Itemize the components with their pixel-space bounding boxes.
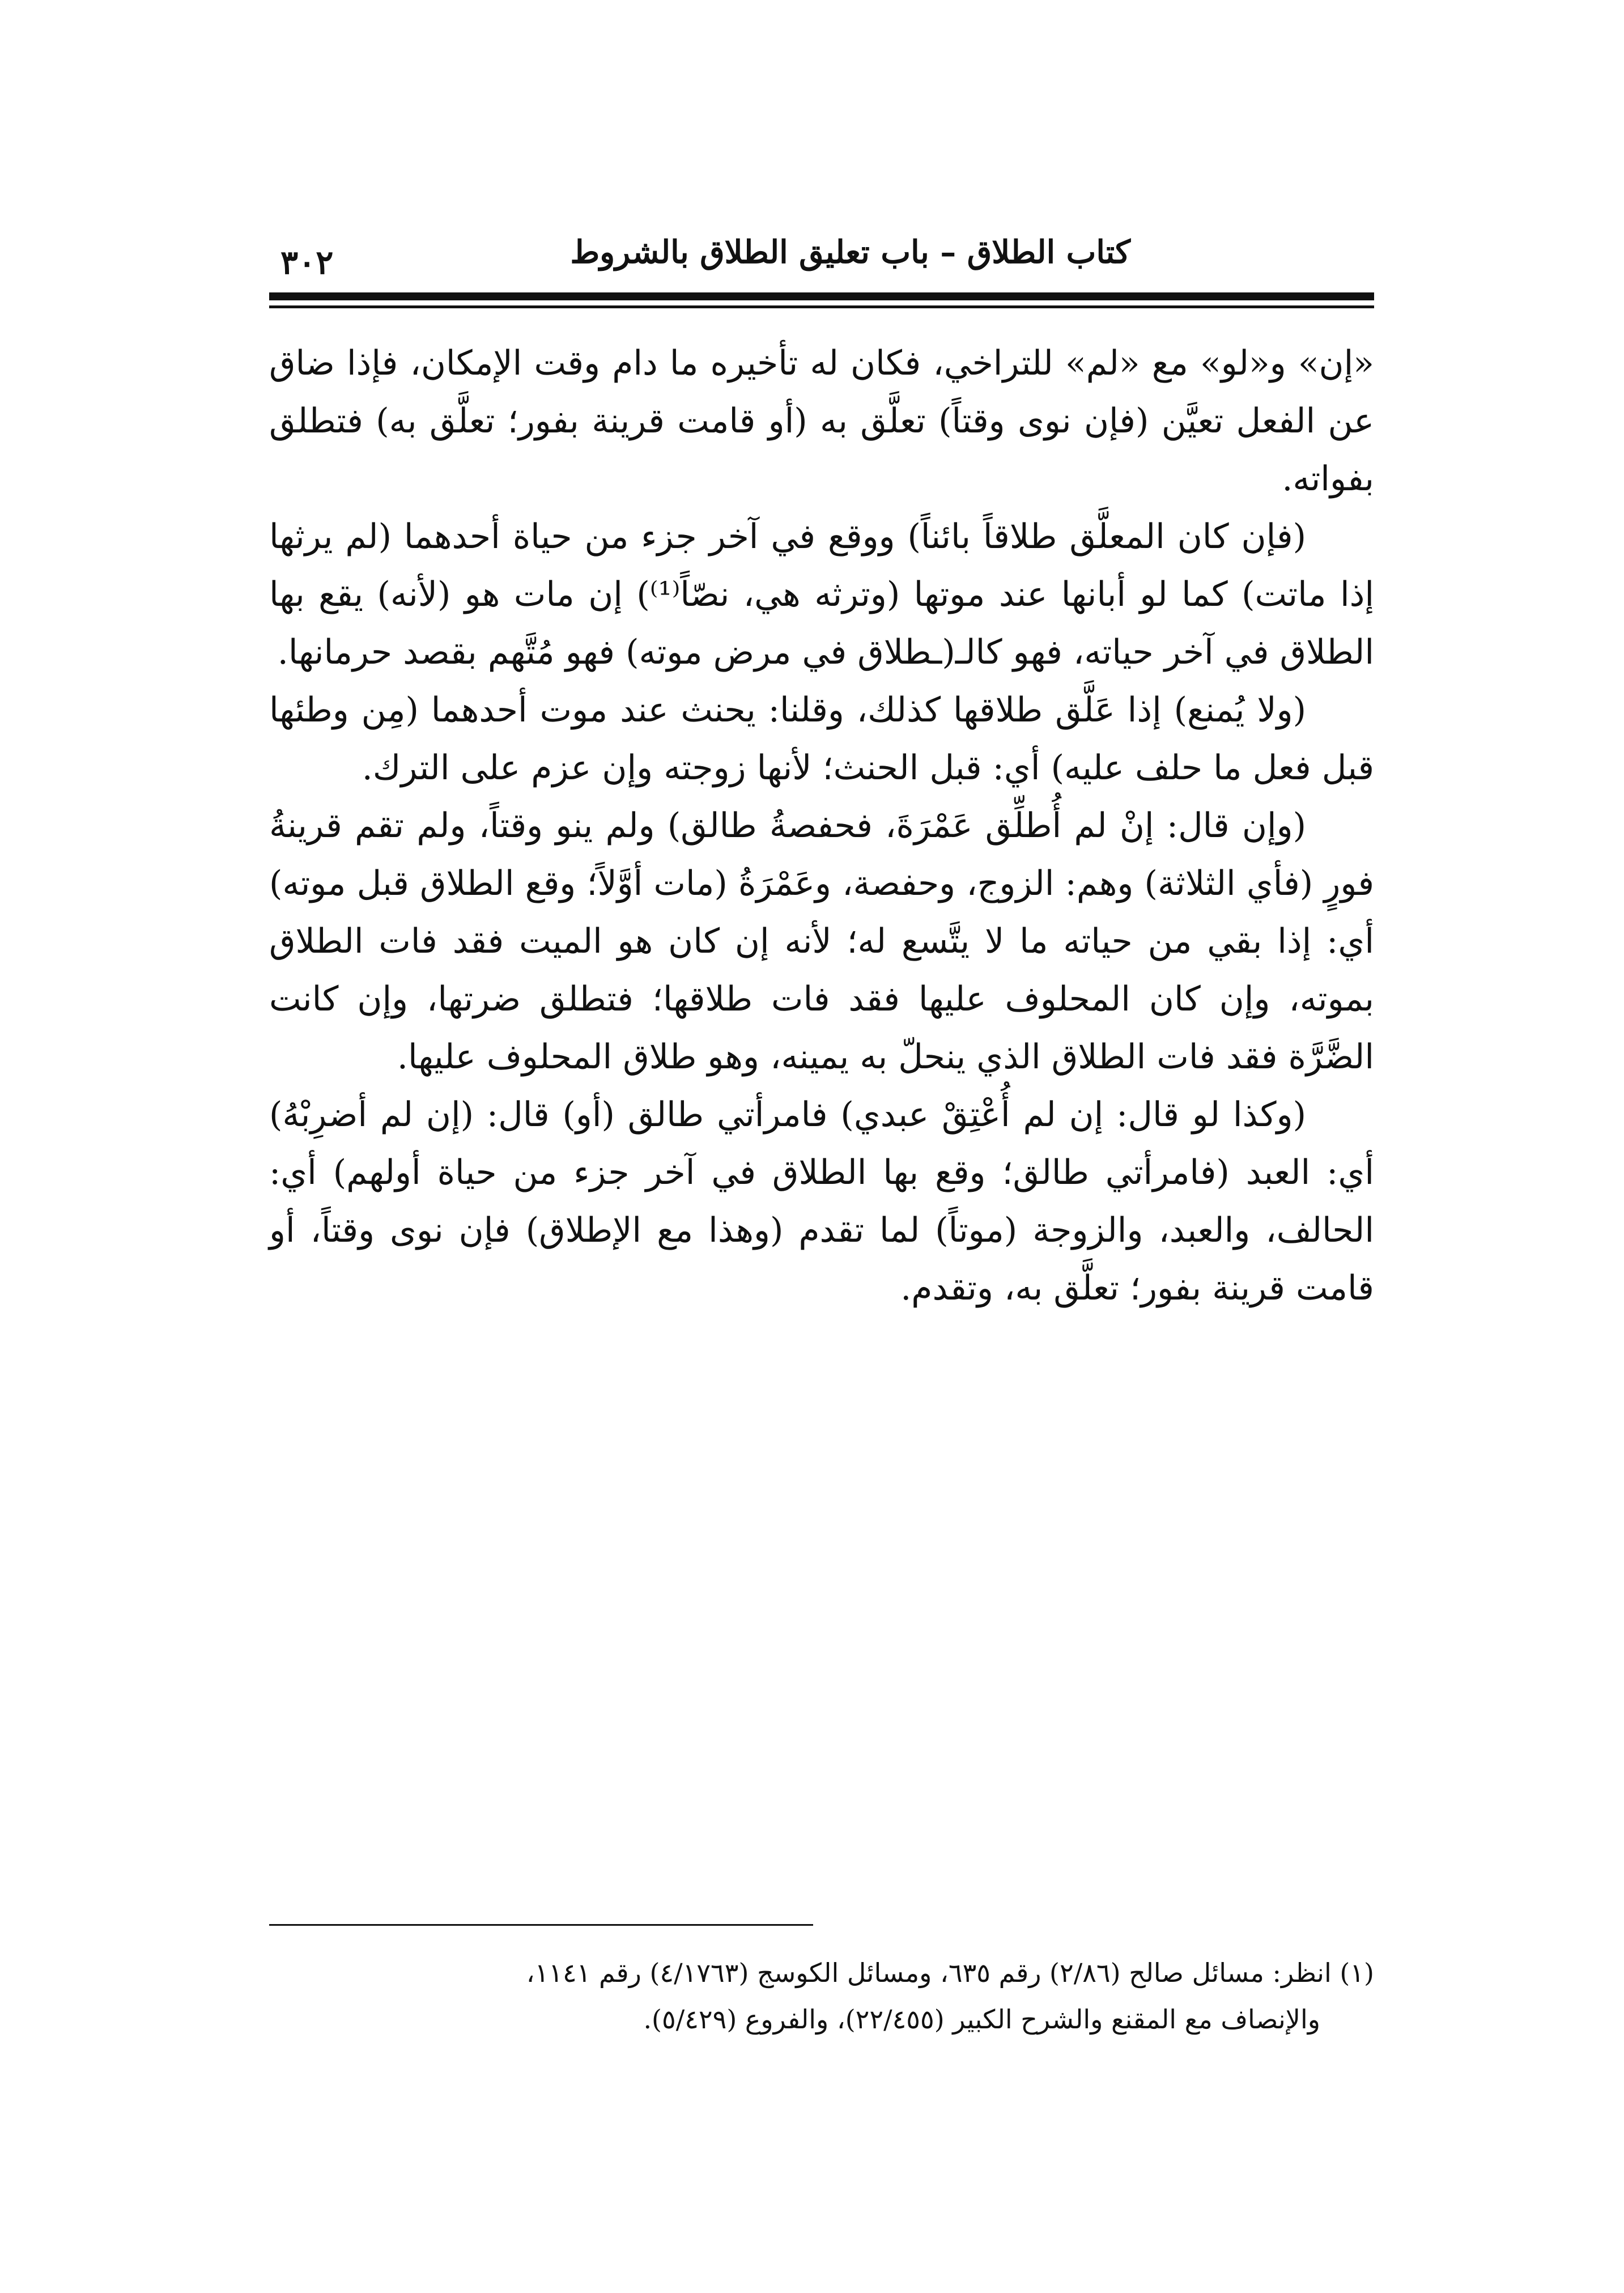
page-number: ٣٠٢	[280, 243, 334, 282]
running-title: كتاب الطلاق – باب تعليق الطلاق بالشروط	[570, 233, 1130, 271]
paragraph: (وكذا لو قال: إن لم أُعْتِقْ عبدي) فامرأتي طالق (أو) قال: (إن لم أضرِبْهُ) أي: العبد (فامرأتي طالق؛ وقع بها الطلاق في آخر جزء من حياة أولهم) أي: الحالف، والعبد، والزوجة (موتاً) لما تقدم (وهذا مع الإطلاق) فإن نوى وقتاً، أو قامت قرينة بفور؛ تعلَّق به، وتقدم.	[269, 1095, 1374, 1308]
header-rule-thin	[269, 305, 1374, 308]
paragraph: (ولا يُمنع) إذا عَلَّق طلاقها كذلك، وقلنا: يحنث عند موت أحدهما (مِن وطئها قبل فعل ما حلف عليه) أي: قبل الحنث؛ لأنها زوجته وإن عزم على الترك.	[269, 690, 1374, 788]
footnote	[241, 1950, 1374, 2043]
paragraph: «إن» و«لو» مع «لم» للتراخي، فكان له تأخيره ما دام وقت الإمكان، فإذا ضاق عن الفعل تعيَّن (فإن نوى وقتاً) تعلَّق به (أو قامت قرينة بفور؛ تعلَّق به) فتطلق بفواته.	[269, 343, 1374, 499]
footnote-line: (١) انظر: مسائل صالح (٢/٨٦) رقم ٦٣٥، ومسائل الكوسج (٤/١٧٦٣) رقم ١١٤١،	[526, 1957, 1374, 1988]
page-header	[269, 224, 1374, 286]
header-rule-thick	[269, 292, 1374, 300]
paragraph: (فإن كان المعلَّق طلاقاً بائناً) ووقع في آخر جزء من حياة أحدهما (لم يرثها إذا ماتت) كما لو أبانها عند موتها (وترثه هي، نصّاً⁽¹⁾) إن مات هو (لأنه) يقع بها الطلاق في آخر حياته، فهو كالـ(ـطلاق في مرض موته) فهو مُتَّهم بقصد حرمانها.	[269, 517, 1375, 672]
footnote-line: والإنصاف مع المقنع والشرح الكبير (٢٢/٤٥٥)، والفروع (٥/٤٢٩).	[643, 2004, 1320, 2035]
body-text	[269, 334, 1374, 1317]
footnote-separator	[269, 1924, 813, 1926]
paragraph: (وإن قال: إنْ لم أُطلِّق عَمْرَةَ، فحفصةُ طالق) ولم ينو وقتاً، ولم تقم قرينةُ فورٍ (فأي الثلاثة) وهم: الزوج، وحفصة، وعَمْرَةُ (مات أوَّلاً؛ وقع الطلاق قبل موته) أي: إذا بقي من حياته ما لا يتَّسع له؛ لأنه إن كان هو الميت فقد فات الطلاق بموته، وإن كان المحلوف عليها فقد فات طلاقها؛ فتطلق ضرتها، وإن كانت الضَّرَّة فقد فات الطلاق الذي ينحلّ به يمينه، وهو طلاق المحلوف عليها.	[269, 806, 1374, 1077]
